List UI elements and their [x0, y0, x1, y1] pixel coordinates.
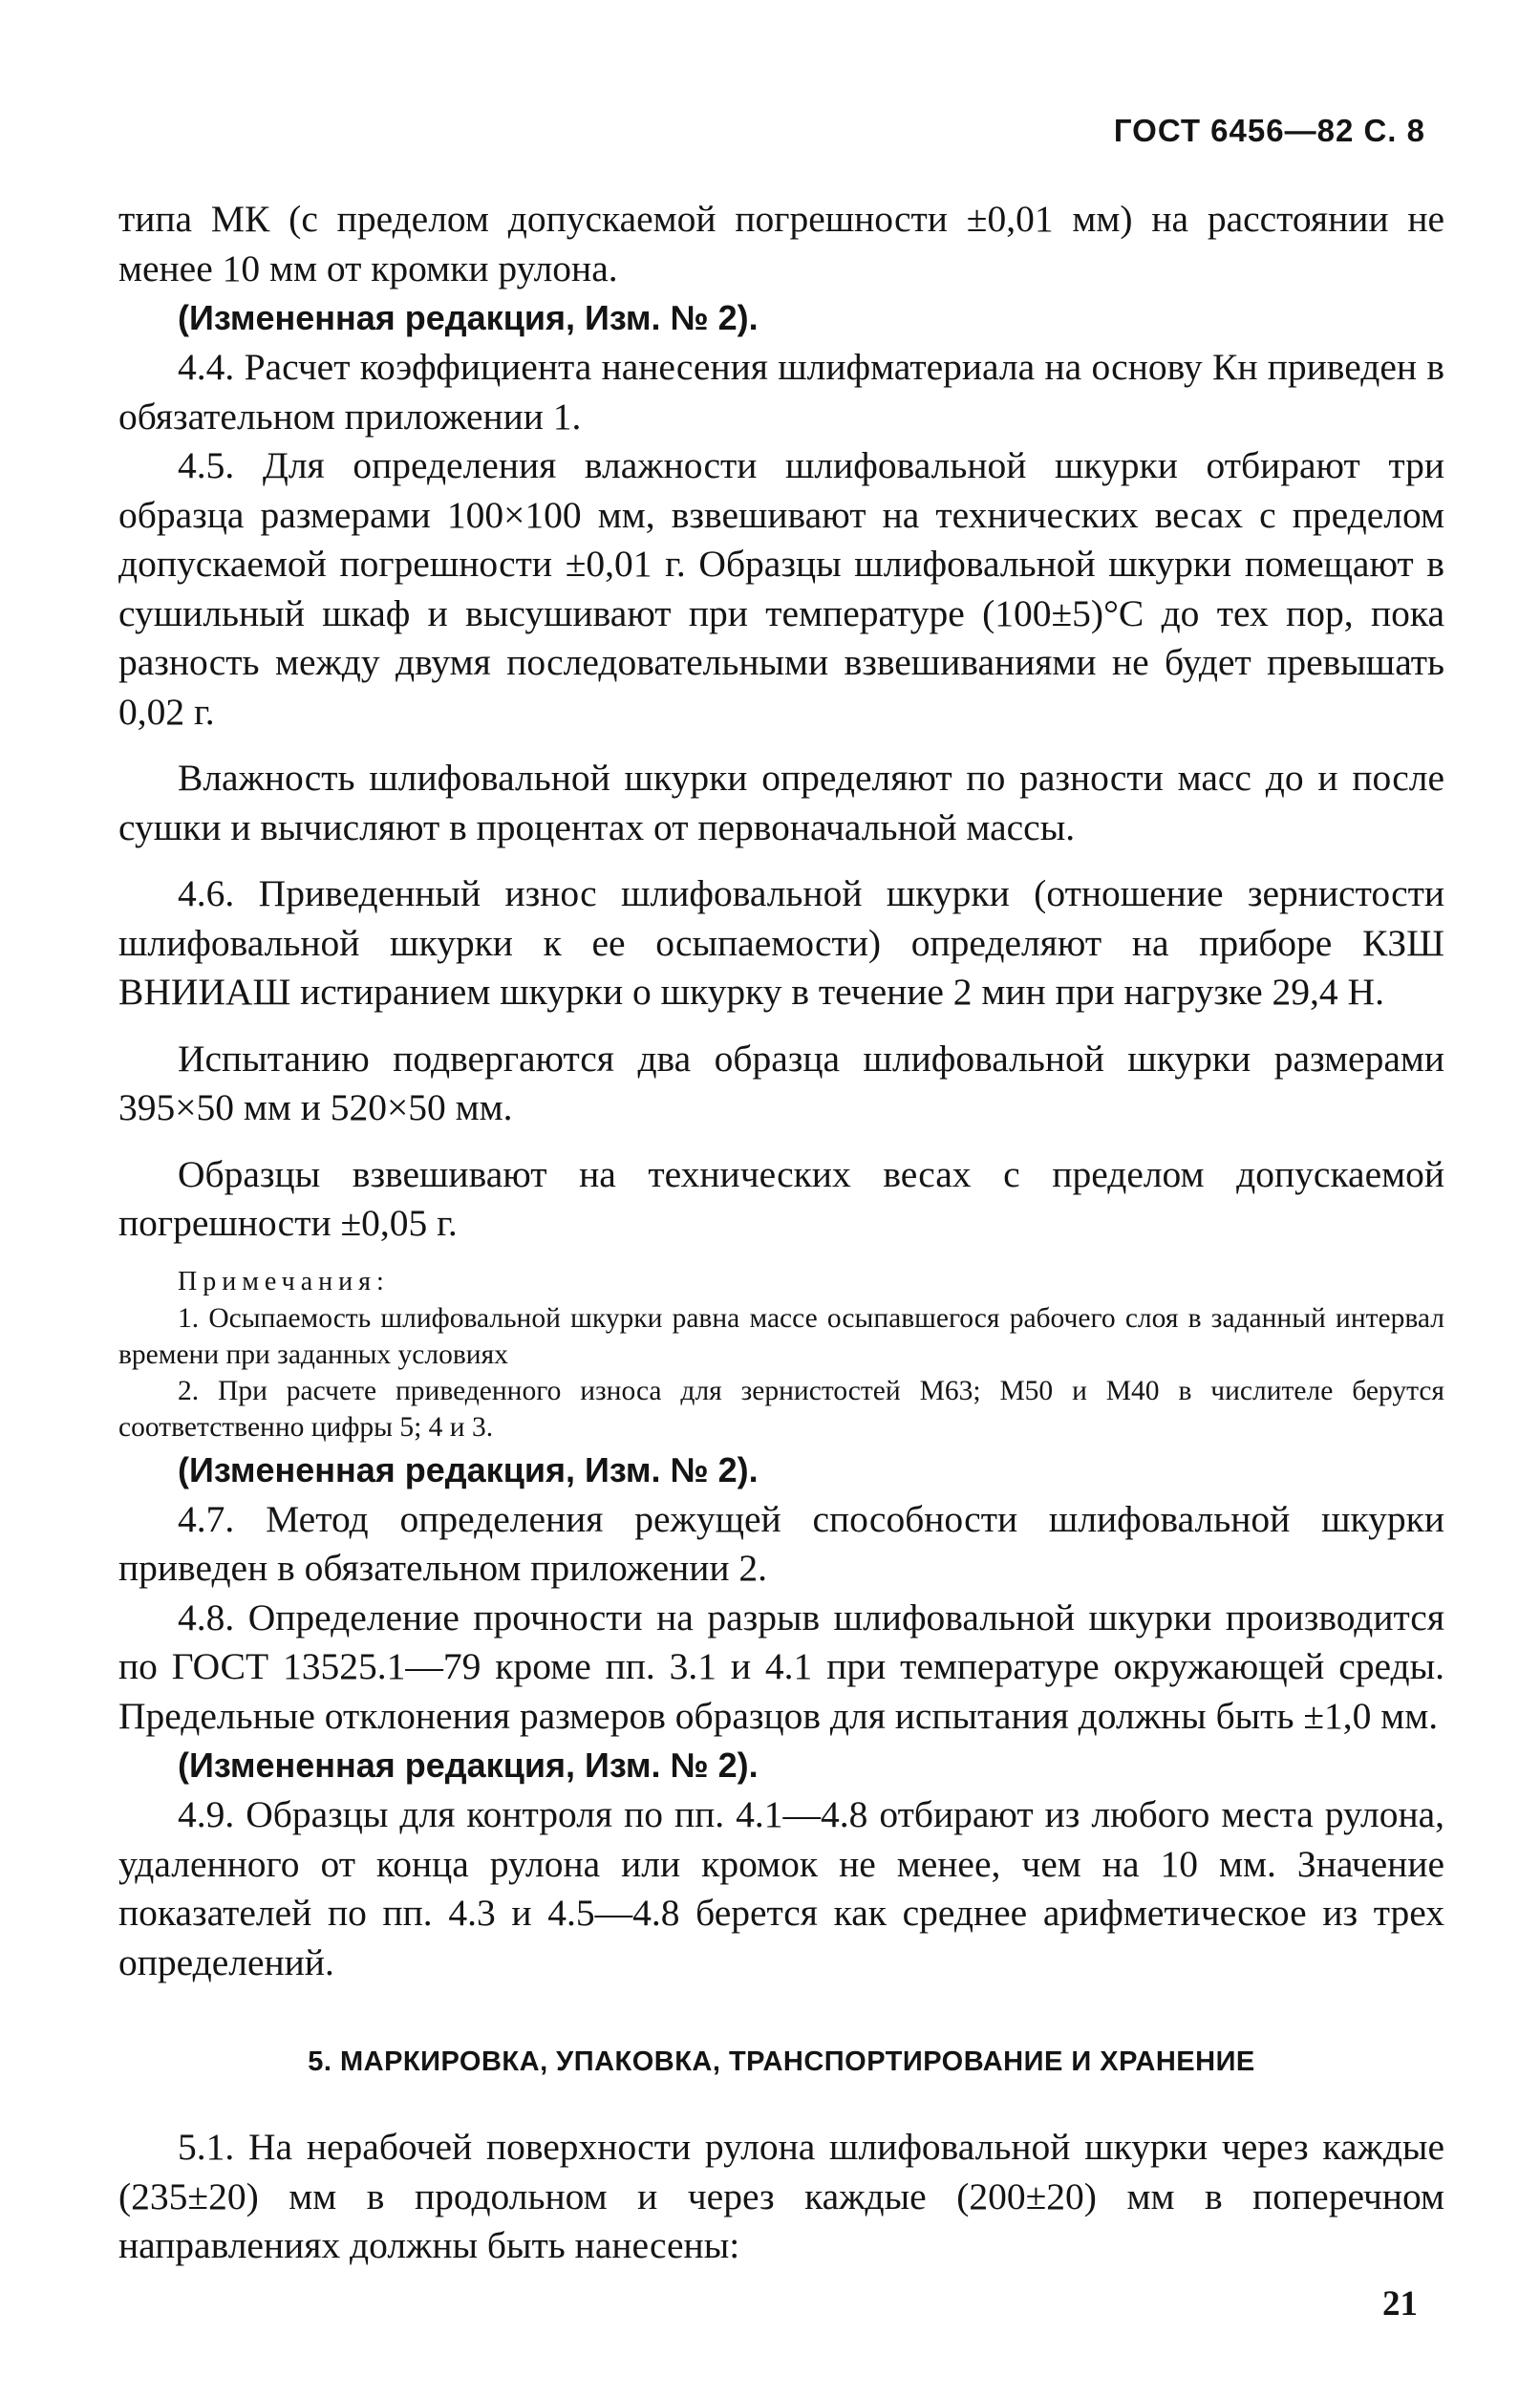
- amendment-note: (Измененная редакция, Изм. № 2).: [178, 1746, 759, 1785]
- amendment-note: (Измененная редакция, Изм. № 2).: [178, 298, 759, 337]
- note-2: 2. При расчете приведенного износа для зернистостей М63; М50 и М40 в числителе берутся соответственно цифры 5; 4 и 3.: [118, 1375, 1444, 1443]
- paragraph-continuation: типа МК (с пределом допускаемой погрешности ±0,01 мм) на расстоянии не менее 10 мм от кромки рулона.: [118, 198, 1444, 289]
- paragraph-4-5-moisture: Влажность шлифовальной шкурки определяют по разности масс до и после сушки и вычисляют в процентах от первоначальной массы.: [118, 757, 1444, 848]
- paragraph-4-4: 4.4. Расчет коэффициента нанесения шлифматериала на основу Кн приведен в обязательном приложении 1.: [118, 346, 1444, 438]
- note-1: 1. Осыпаемость шлифовальной шкурки равна массе осыпавшегося рабочего слоя в заданный интервал времени при заданных условиях: [118, 1302, 1444, 1370]
- notes-title: Примечания:: [178, 1266, 390, 1296]
- paragraph-5-1: 5.1. На нерабочей поверхности рулона шлифовальной шкурки через каждые (235±20) мм в продольном и через каждые (200±20) мм в поперечном направлениях должны быть нанесены:: [118, 2126, 1444, 2266]
- paragraph-4-5: 4.5. Для определения влажности шлифовальной шкурки отбирают три образца размерами 100×100 мм, взвешивают на технических весах с пределом допускаемой погрешности ±0,01 г. Образцы шлифовальной шкурки помещают в сушильный шкаф и высушивают при температуре (100±5)°С до тех пор, пока разность между двумя последовательными взвешиваниями не будет превышать 0,02 г.: [118, 444, 1444, 733]
- paragraph-4-9: 4.9. Образцы для контроля по пп. 4.1—4.8 отбирают из любого места рулона, удаленного от конца рулона или кромок не менее, чем на 10 мм. Значение показателей по пп. 4.3 и 4.5—4.8 берется как среднее арифметическое из трех определений.: [118, 1793, 1444, 1983]
- paragraph-4-6: 4.6. Приведенный износ шлифовальной шкурки (отношение зернистости шлифовальной шкурки к ее осыпаемости) определяют на приборе КЗШ ВНИИАШ истиранием шкурки о шкурку в течение 2 мин при нагрузке 29,4 Н.: [118, 872, 1444, 1013]
- paragraph-4-6-samples: Испытанию подвергаются два образца шлифовальной шкурки размерами 395×50 мм и 520×50 мм.: [118, 1037, 1444, 1128]
- page-number: 21: [1382, 2284, 1418, 2324]
- section-heading: 5. МАРКИРОВКА, УПАКОВКА, ТРАНСПОРТИРОВАНИЕ И ХРАНЕНИЕ: [308, 2046, 1255, 2077]
- running-head: ГОСТ 6456—82 С. 8: [1113, 113, 1425, 148]
- paragraph-4-8: 4.8. Определение прочности на разрыв шлифовальной шкурки производится по ГОСТ 13525.1—79 кроме пп. 3.1 и 4.1 при температуре окружающей среды. Предельные отклонения размеров образцов для испытания должны быть ±1,0 мм.: [118, 1596, 1444, 1737]
- paragraph-4-7: 4.7. Метод определения режущей способности шлифовальной шкурки приведен в обязательном приложении 2.: [118, 1497, 1444, 1589]
- amendment-note: (Измененная редакция, Изм. № 2).: [178, 1449, 759, 1489]
- paragraph-4-6-weighing: Образцы взвешивают на технических весах с пределом допускаемой погрешности ±0,05 г.: [118, 1152, 1444, 1244]
- document-body: [118, 195, 1444, 2271]
